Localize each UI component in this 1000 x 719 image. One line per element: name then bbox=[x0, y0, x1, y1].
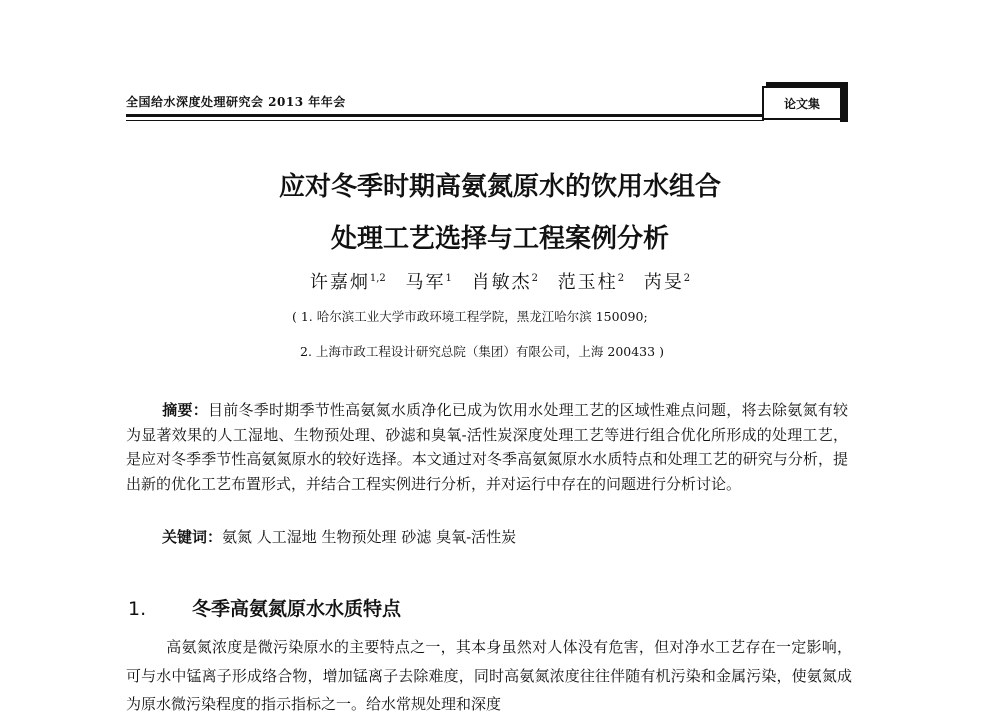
author: 肖敏杰$^2$ bbox=[471, 272, 538, 293]
section-heading bbox=[128, 594, 401, 621]
author: 许嘉炯$^{1,2}$ bbox=[309, 272, 386, 293]
keywords-label: 关键词： bbox=[162, 528, 223, 546]
paragraph-text: 高氨氮浓度是微污染原水的主要特点之一，其本身虽然对人体没有危害，但对净水工艺存在一定影响，可与水中锰离子形成络合物，增加锰离子去除难度，同时高氨氮浓度往往伴随有机污染和金属污染，使氨氮成为原水微污染程度的指示指标之一。给水常规处理和深度 bbox=[126, 638, 852, 713]
author: 芮旻$^2$ bbox=[643, 272, 691, 293]
author-list bbox=[0, 268, 1000, 294]
abstract-label: 摘要： bbox=[162, 401, 208, 419]
affiliation-2: 2. 上海市政工程设计研究总院（集团）有限公司，上海 200433 ) bbox=[300, 344, 664, 359]
title-line-1: 应对冬季时期高氨氮原水的饮用水组合 bbox=[278, 172, 721, 202]
header-rule-thin bbox=[126, 120, 764, 121]
title-line-2: 处理工艺选择与工程案例分析 bbox=[330, 224, 669, 254]
section-title: 冬季高氨氮原水水质特点 bbox=[192, 598, 402, 620]
author: 范玉柱$^2$ bbox=[557, 272, 625, 293]
keywords-text: 氨氮 人工湿地 生物预处理 砂滤 臭氧-活性炭 bbox=[222, 528, 517, 546]
author: 马军$^1$ bbox=[405, 272, 452, 293]
abstract-text: 目前冬季时期季节性高氨氮水质净化已成为饮用水处理工艺的区域性难点问题，将去除氨氮有较为显著效果的人工湿地、生物预处理、砂滤和臭氧-活性炭深度处理工艺等进行组合优化所形成的处理工艺，是应对冬季季节性高氨氮原水的较好选择。本文通过对冬季高氨氮原水水质特点和处理工艺的研究与分析，提出新的优化工艺布置形式，并结合工程实例进行分析，并对运行中存在的问题进行分析讨论。 bbox=[126, 401, 848, 493]
conference-header: 全国给水深度处理研究会 2013 年年会 bbox=[126, 95, 346, 109]
section-number: 1. bbox=[128, 598, 147, 620]
section-badge: 论文集 bbox=[762, 86, 842, 120]
header-rule-thick bbox=[126, 114, 764, 117]
affiliation-1: ( 1. 哈尔滨工业大学市政环境工程学院，黑龙江哈尔滨 150090; bbox=[292, 309, 648, 324]
section-paragraph bbox=[126, 633, 852, 719]
abstract bbox=[126, 398, 848, 496]
keywords bbox=[162, 526, 516, 547]
